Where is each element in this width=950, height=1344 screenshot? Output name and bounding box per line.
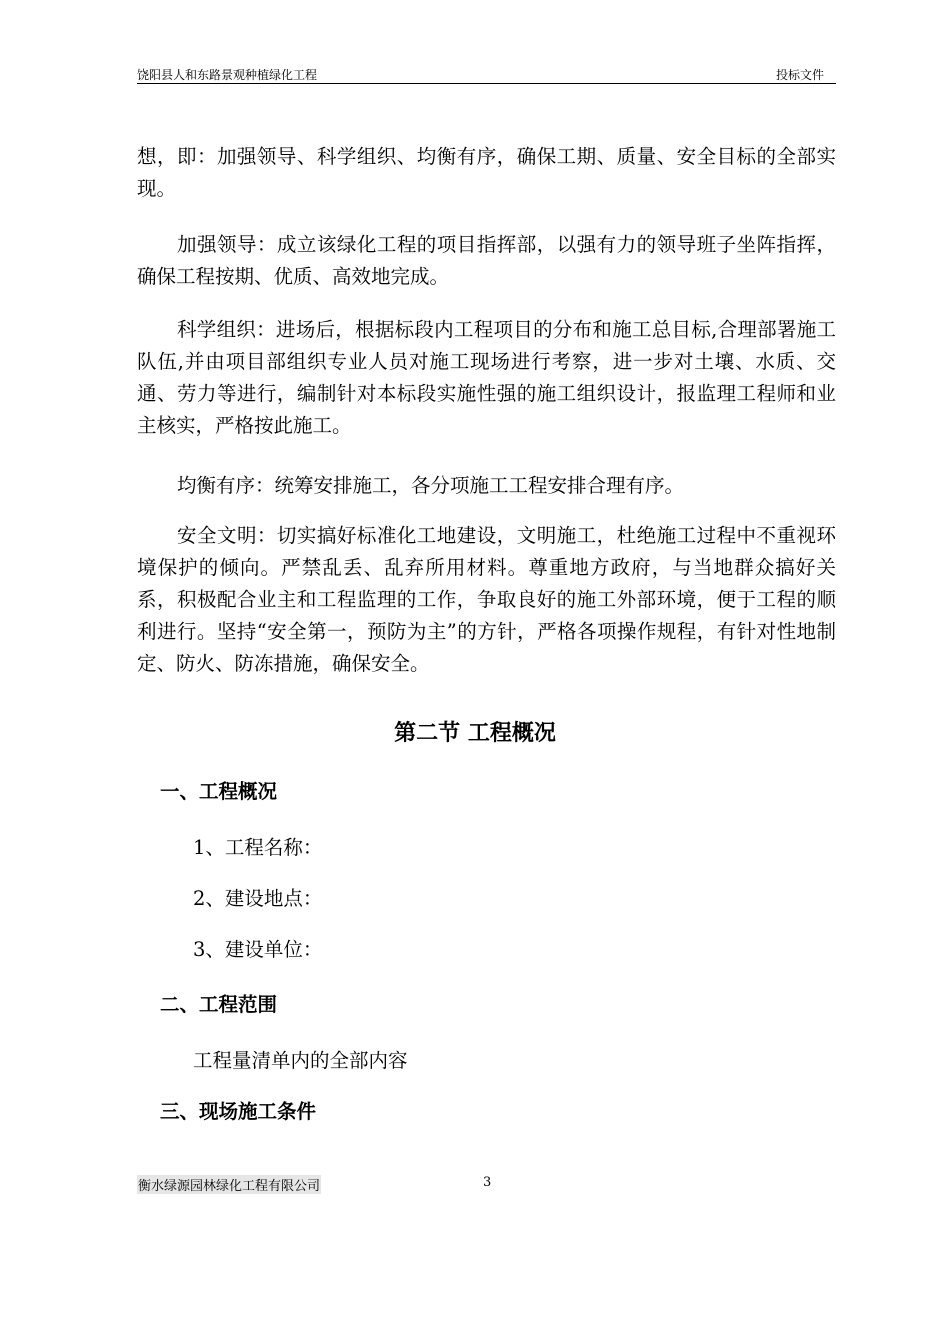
paragraph-balance: 均衡有序：统筹安排施工，各分项施工工程安排合理有序。 (177, 474, 685, 497)
paragraph-continuation: 想，即：加强领导、科学组织、均衡有序，确保工期、质量、安全目标的全部实现。 (137, 145, 836, 200)
item-construction-unit: 3、建设单位： (193, 938, 323, 961)
paragraph-organization: 科学组织：进场后，根据标段内工程项目的分布和施工总目标,合理部署施工队伍,并由项目部组织专业人员对施工现场进行考察，进一步对土壤、水质、交通、劳力等进行，编制针对本标段实施性强的施工组织设计，报监理工程师和业主核实，严格按此施工。 (137, 318, 836, 437)
footer-page-number: 3 (483, 1175, 492, 1190)
paragraph-safety: 安全文明：切实搞好标准化工地建设，文明施工，杜绝施工过程中不重视环境保护的倾向。严禁乱丢、乱弃所用材料。尊重地方政府，与当地群众搞好关系，积极配合业主和工程监理的工作，争取良好的施工外部环境，便于工程的顺利进行。坚持“安全第一，预防为主”的方针，严格各项操作规程，有针对性地制定、防火、防冻措施，确保安全。 (137, 524, 836, 675)
item-construction-site: 2、建设地点： (193, 887, 323, 910)
header-document-type: 投标文件 (775, 68, 824, 82)
header-rule (137, 83, 836, 84)
header-project-title: 饶阳县人和东路景观种植绿化工程 (137, 68, 318, 82)
subheading-overview: 一、工程概况 (160, 780, 278, 803)
scope-text: 工程量清单内的全部内容 (193, 1049, 408, 1072)
subheading-site-conditions: 三、现场施工条件 (160, 1100, 317, 1123)
section-title: 第二节 工程概况 (394, 721, 556, 746)
item-project-name: 1、工程名称： (193, 836, 323, 859)
footer-company: 衡水绿源园林绿化工程有限公司 (137, 1175, 321, 1194)
paragraph-leadership: 加强领导：成立该绿化工程的项目指挥部，以强有力的领导班子坐阵指挥，确保工程按期、优质、高效地完成。 (137, 233, 836, 288)
subheading-scope: 二、工程范围 (160, 993, 278, 1016)
